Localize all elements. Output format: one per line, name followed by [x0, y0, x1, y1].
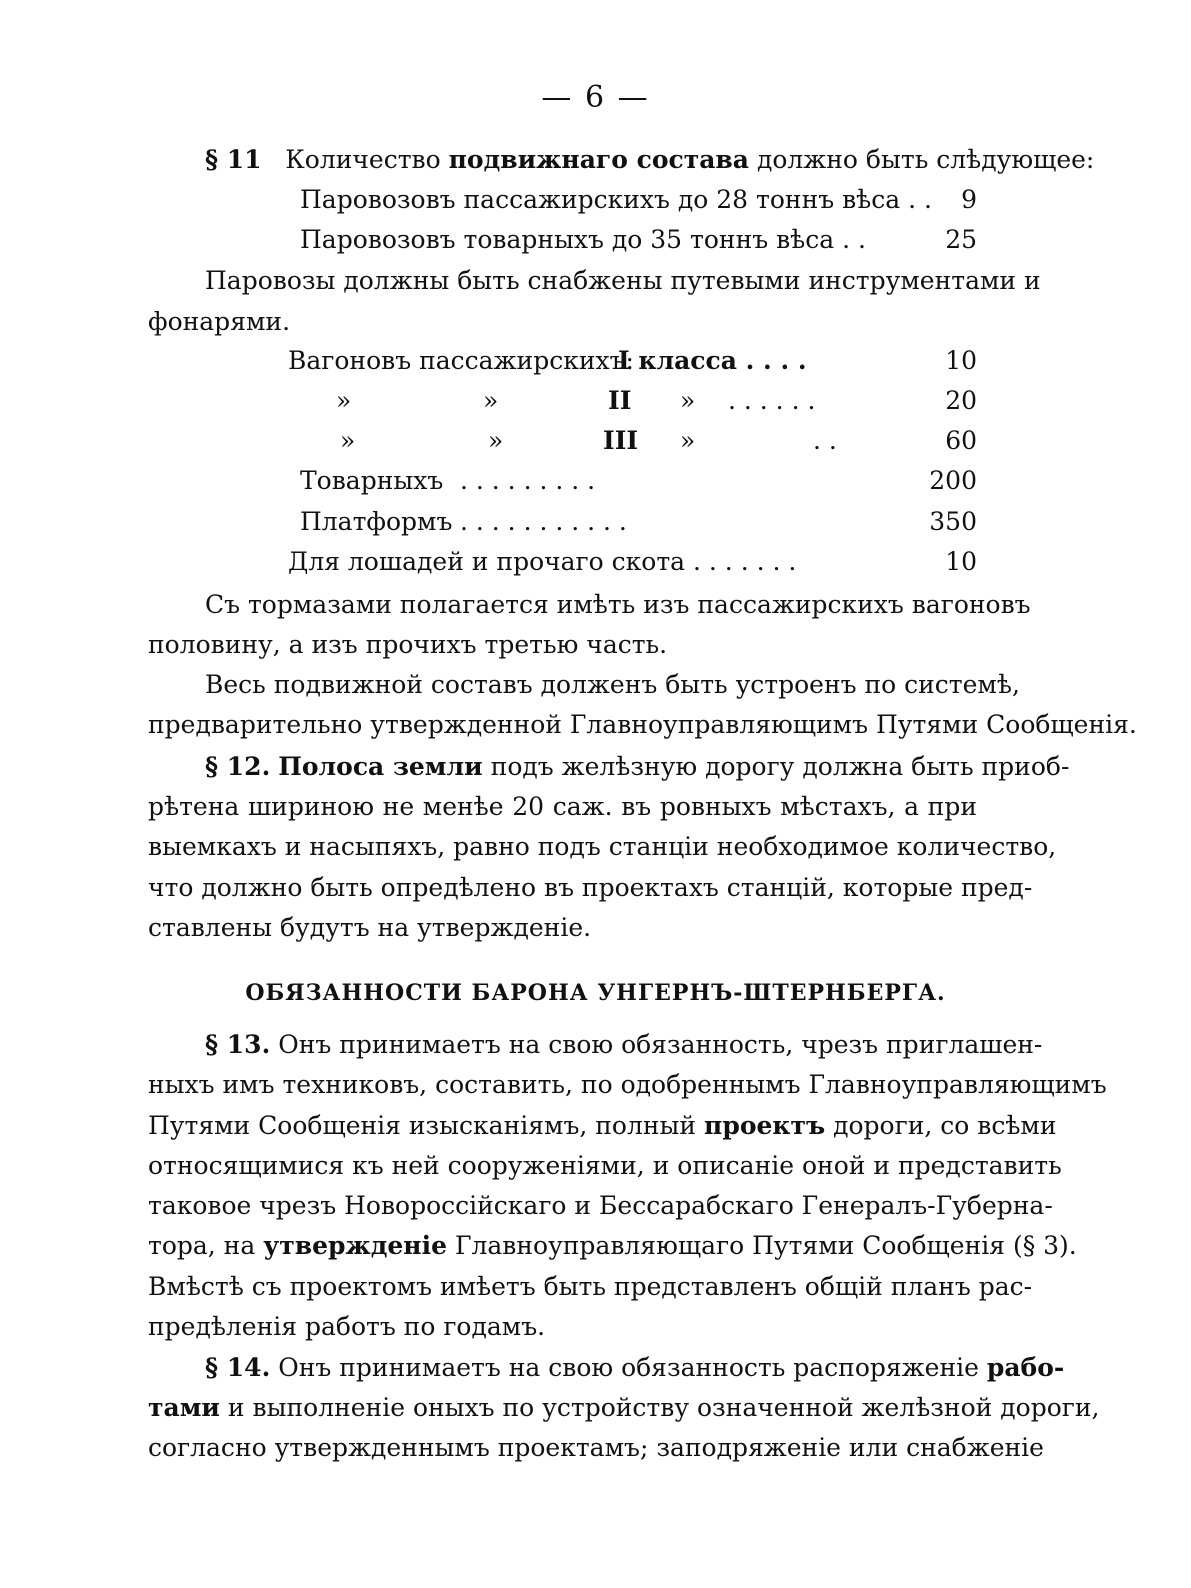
wagon-value: 60 [945, 426, 977, 455]
wagon-label: Товарныхъ [300, 466, 444, 495]
p12-line [205, 752, 1070, 782]
section-heading: ОБЯЗАННОСТИ БАРОНА УНГЕРНЪ-ШТЕРНБЕРГА. [245, 980, 946, 1006]
p13-text: Главноуправляющаго Путями Сообщенія (§ 3). [454, 1231, 1077, 1260]
ditto-mark: » [340, 426, 356, 455]
ditto-mark: » [483, 386, 499, 415]
p12-bold: Полоса земли [278, 752, 483, 781]
p13-text: тора, на [148, 1231, 256, 1260]
wagon-value: 200 [929, 466, 977, 495]
wagon-value: 10 [945, 547, 977, 576]
p14-bold: тами [148, 1393, 220, 1422]
leader-dots: . . . . . . . . . [460, 466, 596, 495]
wagon-value: 350 [929, 507, 977, 536]
wagon-row [300, 466, 977, 496]
p13-line [148, 1231, 1077, 1261]
ditto-mark: » [680, 426, 696, 455]
wagon-row [288, 346, 977, 376]
p11-text-before: Количество [285, 145, 441, 174]
loco-value: 25 [945, 225, 977, 254]
wagon-value: 10 [945, 346, 977, 375]
p13-line [205, 1030, 1043, 1060]
p13-section: § 13. [205, 1030, 271, 1059]
page-number: — 6 — [541, 80, 650, 115]
p13-line: относящимися къ ней сооруженіями, и описаніе оной и представить [148, 1151, 1062, 1180]
brakes-line: Съ тормазами полагается имѣть изъ пассажирскихъ вагоновъ [205, 590, 1031, 619]
p14-line [148, 1393, 1100, 1423]
wagon-row [288, 547, 977, 577]
p11-section: § 11 [205, 145, 262, 174]
loco-label: Паровозовъ товарныхъ до 35 тоннъ вѣса . . [300, 225, 866, 254]
ditto-mark: » [488, 426, 504, 455]
leader-dots: . . . . . . . . . . . [460, 507, 627, 536]
p11-line [205, 145, 1095, 175]
loco-row [300, 225, 977, 255]
p12-line: выемкахъ и насыпяхъ, равно подъ станціи необходимое количество, [148, 832, 1057, 861]
p13-line: Вмѣстѣ съ проектомъ имѣетъ быть представленъ общій планъ рас- [148, 1272, 1033, 1301]
p14-bold: рабо- [986, 1353, 1065, 1382]
p14-rest: и выполненіе оныхъ по устройству означенной желѣзной дороги, [227, 1393, 1100, 1422]
loco-note-line: фонарями. [148, 307, 291, 336]
system-line: предварительно утвержденной Главноуправляющимъ Путями Сообщенія. [148, 710, 1137, 739]
p13-text: дороги, со всѣми [833, 1111, 1057, 1140]
p11-text-after: должно быть слѣдующее: [756, 145, 1095, 174]
loco-label: Паровозовъ пассажирскихъ до 28 тоннъ вѣса . . [300, 185, 932, 214]
p14-line [205, 1353, 1065, 1383]
p12-rest: подъ желѣзную дорогу должна быть приоб- [490, 752, 1070, 781]
wagon-value: 20 [945, 386, 977, 415]
p13-line [148, 1111, 1057, 1141]
p14-line: согласно утвержденнымъ проектамъ; заподряженіе или снабженіе [148, 1433, 1044, 1462]
wagon-label: Платформъ [300, 507, 453, 536]
loco-note-line: Паровозы должны быть снабжены путевыми инструментами и [205, 266, 1041, 295]
leader-dots: . . . . . . [728, 386, 816, 415]
p12-line: рѣтена шириною не менѣе 20 саж. въ ровныхъ мѣстахъ, а при [148, 792, 977, 821]
wagon-class: I класса . . . . [618, 346, 807, 375]
wagon-label: Для лошадей и прочаго скота . . . . . . . [288, 547, 797, 576]
wagon-col1: Вагоновъ пассажирскихъ: [288, 346, 634, 375]
p13-rest: Онъ принимаетъ на свою обязанность, чрезъ приглашен- [278, 1030, 1043, 1059]
p13-line: предѣленія работъ по годамъ. [148, 1312, 546, 1341]
p13-line: таковое чрезъ Новороссійскаго и Бессарабскаго Генералъ-Губерна- [148, 1191, 1053, 1220]
p12-line: что должно быть опредѣлено въ проектахъ станцій, которые пред- [148, 873, 1033, 902]
brakes-line: половину, а изъ прочихъ третью часть. [148, 630, 668, 659]
system-line: Весь подвижной составъ долженъ быть устроенъ по системѣ, [205, 670, 1020, 699]
loco-row [300, 185, 977, 215]
leader-dots: . . [813, 426, 837, 455]
p13-bold: утвержденіе [263, 1231, 447, 1260]
p13-bold: проектъ [704, 1111, 826, 1140]
wagon-row [300, 507, 977, 537]
wagon-class: II [608, 386, 632, 415]
p12-section: § 12. [205, 752, 271, 781]
p11-bold: подвижнаго состава [448, 145, 749, 174]
p13-line: ныхъ имъ техниковъ, составить, по одобреннымъ Главноуправляющимъ [148, 1070, 1107, 1099]
wagon-class: III [603, 426, 639, 455]
ditto-mark: » [336, 386, 352, 415]
ditto-mark: » [680, 386, 696, 415]
p13-text: Путями Сообщенія изысканіямъ, полный [148, 1111, 697, 1140]
p12-line: ставлены будутъ на утвержденіе. [148, 913, 592, 942]
p14-rest: Онъ принимаетъ на свою обязанность распоряженіе [278, 1353, 979, 1382]
p14-section: § 14. [205, 1353, 271, 1382]
loco-value: 9 [961, 185, 977, 214]
